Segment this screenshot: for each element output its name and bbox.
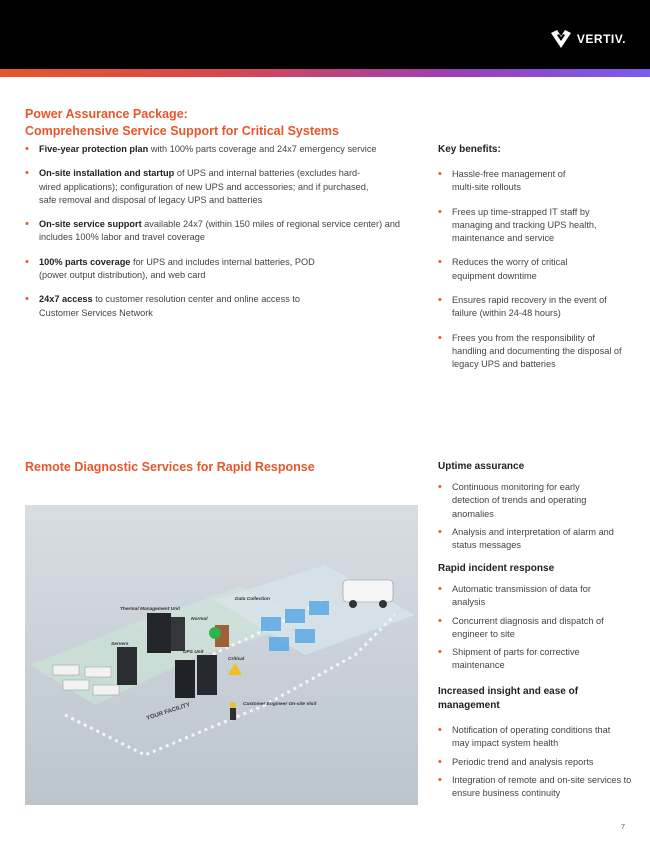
list-item: • Notification of operating conditions that may impact system health — [438, 724, 623, 751]
incident-group — [438, 562, 628, 678]
data-collection-label: Data Collection — [235, 597, 270, 602]
section1-title-line1: Power Assurance Package: — [25, 107, 188, 121]
engineer-label: Customer Engineer On-site Visit — [243, 702, 317, 707]
list-item: • Ensures rapid recovery in the event of failure (within 24-48 hours) — [438, 294, 618, 321]
feature-text: for UPS and includes internal batteries, POD (power output distribution), and web card — [39, 256, 315, 281]
list-item: • Automatic transmission of data for analysis — [438, 583, 608, 610]
feature-bold: On-site installation and startup — [39, 168, 175, 179]
list-item: • Hassle-free management of multi-site rollouts — [438, 168, 578, 195]
uptime-list — [438, 481, 628, 552]
feature-bold: 24x7 access — [39, 294, 93, 305]
feature-text: of UPS and internal batteries (excludes hard-wired applications); configuration of new UPS and accessories; and if purchased, safe removal and disposal of legacy UPS and batteries — [39, 168, 369, 205]
insight-group — [438, 685, 632, 805]
page-number: 7 — [621, 824, 625, 831]
list-item: • Reduces the worry of critical equipment downtime — [438, 256, 598, 283]
ups-unit-label: UPS Unit — [183, 650, 204, 655]
critical-label: Critical — [228, 657, 245, 662]
list-item: • Shipment of parts for corrective maintenance — [438, 646, 598, 673]
vertiv-logo-icon — [551, 30, 571, 48]
feature-bold: On-site service support — [39, 219, 142, 230]
list-item: • Concurrent diagnosis and dispatch of engineer to site — [438, 615, 628, 642]
page-header — [0, 0, 650, 69]
list-item — [25, 293, 335, 320]
servers-label: Servers — [111, 642, 129, 647]
list-item: • Frees you from the responsibility of handling and documenting the disposal of legacy UPS and batteries — [438, 332, 628, 372]
vertiv-logo — [551, 30, 626, 48]
uptime-title: Uptime assurance — [438, 461, 525, 472]
insight-list — [438, 724, 632, 800]
feature-text: to customer resolution center and online access to Customer Services Network — [39, 294, 300, 318]
list-item: • Analysis and interpretation of alarm and status messages — [438, 526, 618, 553]
uptime-group — [438, 460, 628, 557]
package-features-list — [25, 143, 425, 331]
section2-title: Remote Diagnostic Services for Rapid Response — [25, 460, 315, 474]
thermal-unit-label: Thermal Management Unit — [120, 607, 180, 612]
insight-title: Increased insight and ease of management — [438, 686, 579, 711]
gradient-bar — [0, 69, 650, 77]
list-item: • Continuous monitoring for early detection of trends and operating anomalies — [438, 481, 598, 521]
list-item — [25, 167, 380, 207]
list-item — [25, 256, 325, 283]
feature-bold: 100% parts coverage — [39, 256, 131, 267]
list-item — [25, 143, 425, 156]
section1-title — [25, 106, 425, 140]
section1-title-line2: Comprehensive Service Support for Critical Systems — [25, 124, 339, 138]
incident-title: Rapid incident response — [438, 563, 555, 574]
remote-diagnostics-illustration — [25, 505, 418, 805]
key-benefits-title: Key benefits: — [438, 144, 501, 155]
list-item: • Integration of remote and on-site services to ensure business continuity — [438, 774, 638, 801]
normal-label: Normal — [191, 617, 208, 622]
facility-label: YOUR FACILITY — [145, 702, 192, 722]
list-item: • Periodic trend and analysis reports — [438, 756, 628, 769]
facility-diagram — [25, 505, 418, 805]
list-item — [25, 218, 425, 245]
feature-bold: Five-year protection plan — [39, 144, 149, 154]
feature-text: available 24x7 (within 150 miles of regional service center) and includes 100% labor and travel coverage — [39, 219, 401, 243]
feature-text: with 100% parts coverage and 24x7 emergency service — [148, 144, 377, 154]
key-benefits-list — [438, 168, 628, 383]
incident-list — [438, 583, 628, 673]
list-item: • Frees up time-strapped IT staff by managing and tracking UPS health, maintenance and service — [438, 206, 628, 246]
brand-name: VERTIV. — [576, 32, 626, 46]
